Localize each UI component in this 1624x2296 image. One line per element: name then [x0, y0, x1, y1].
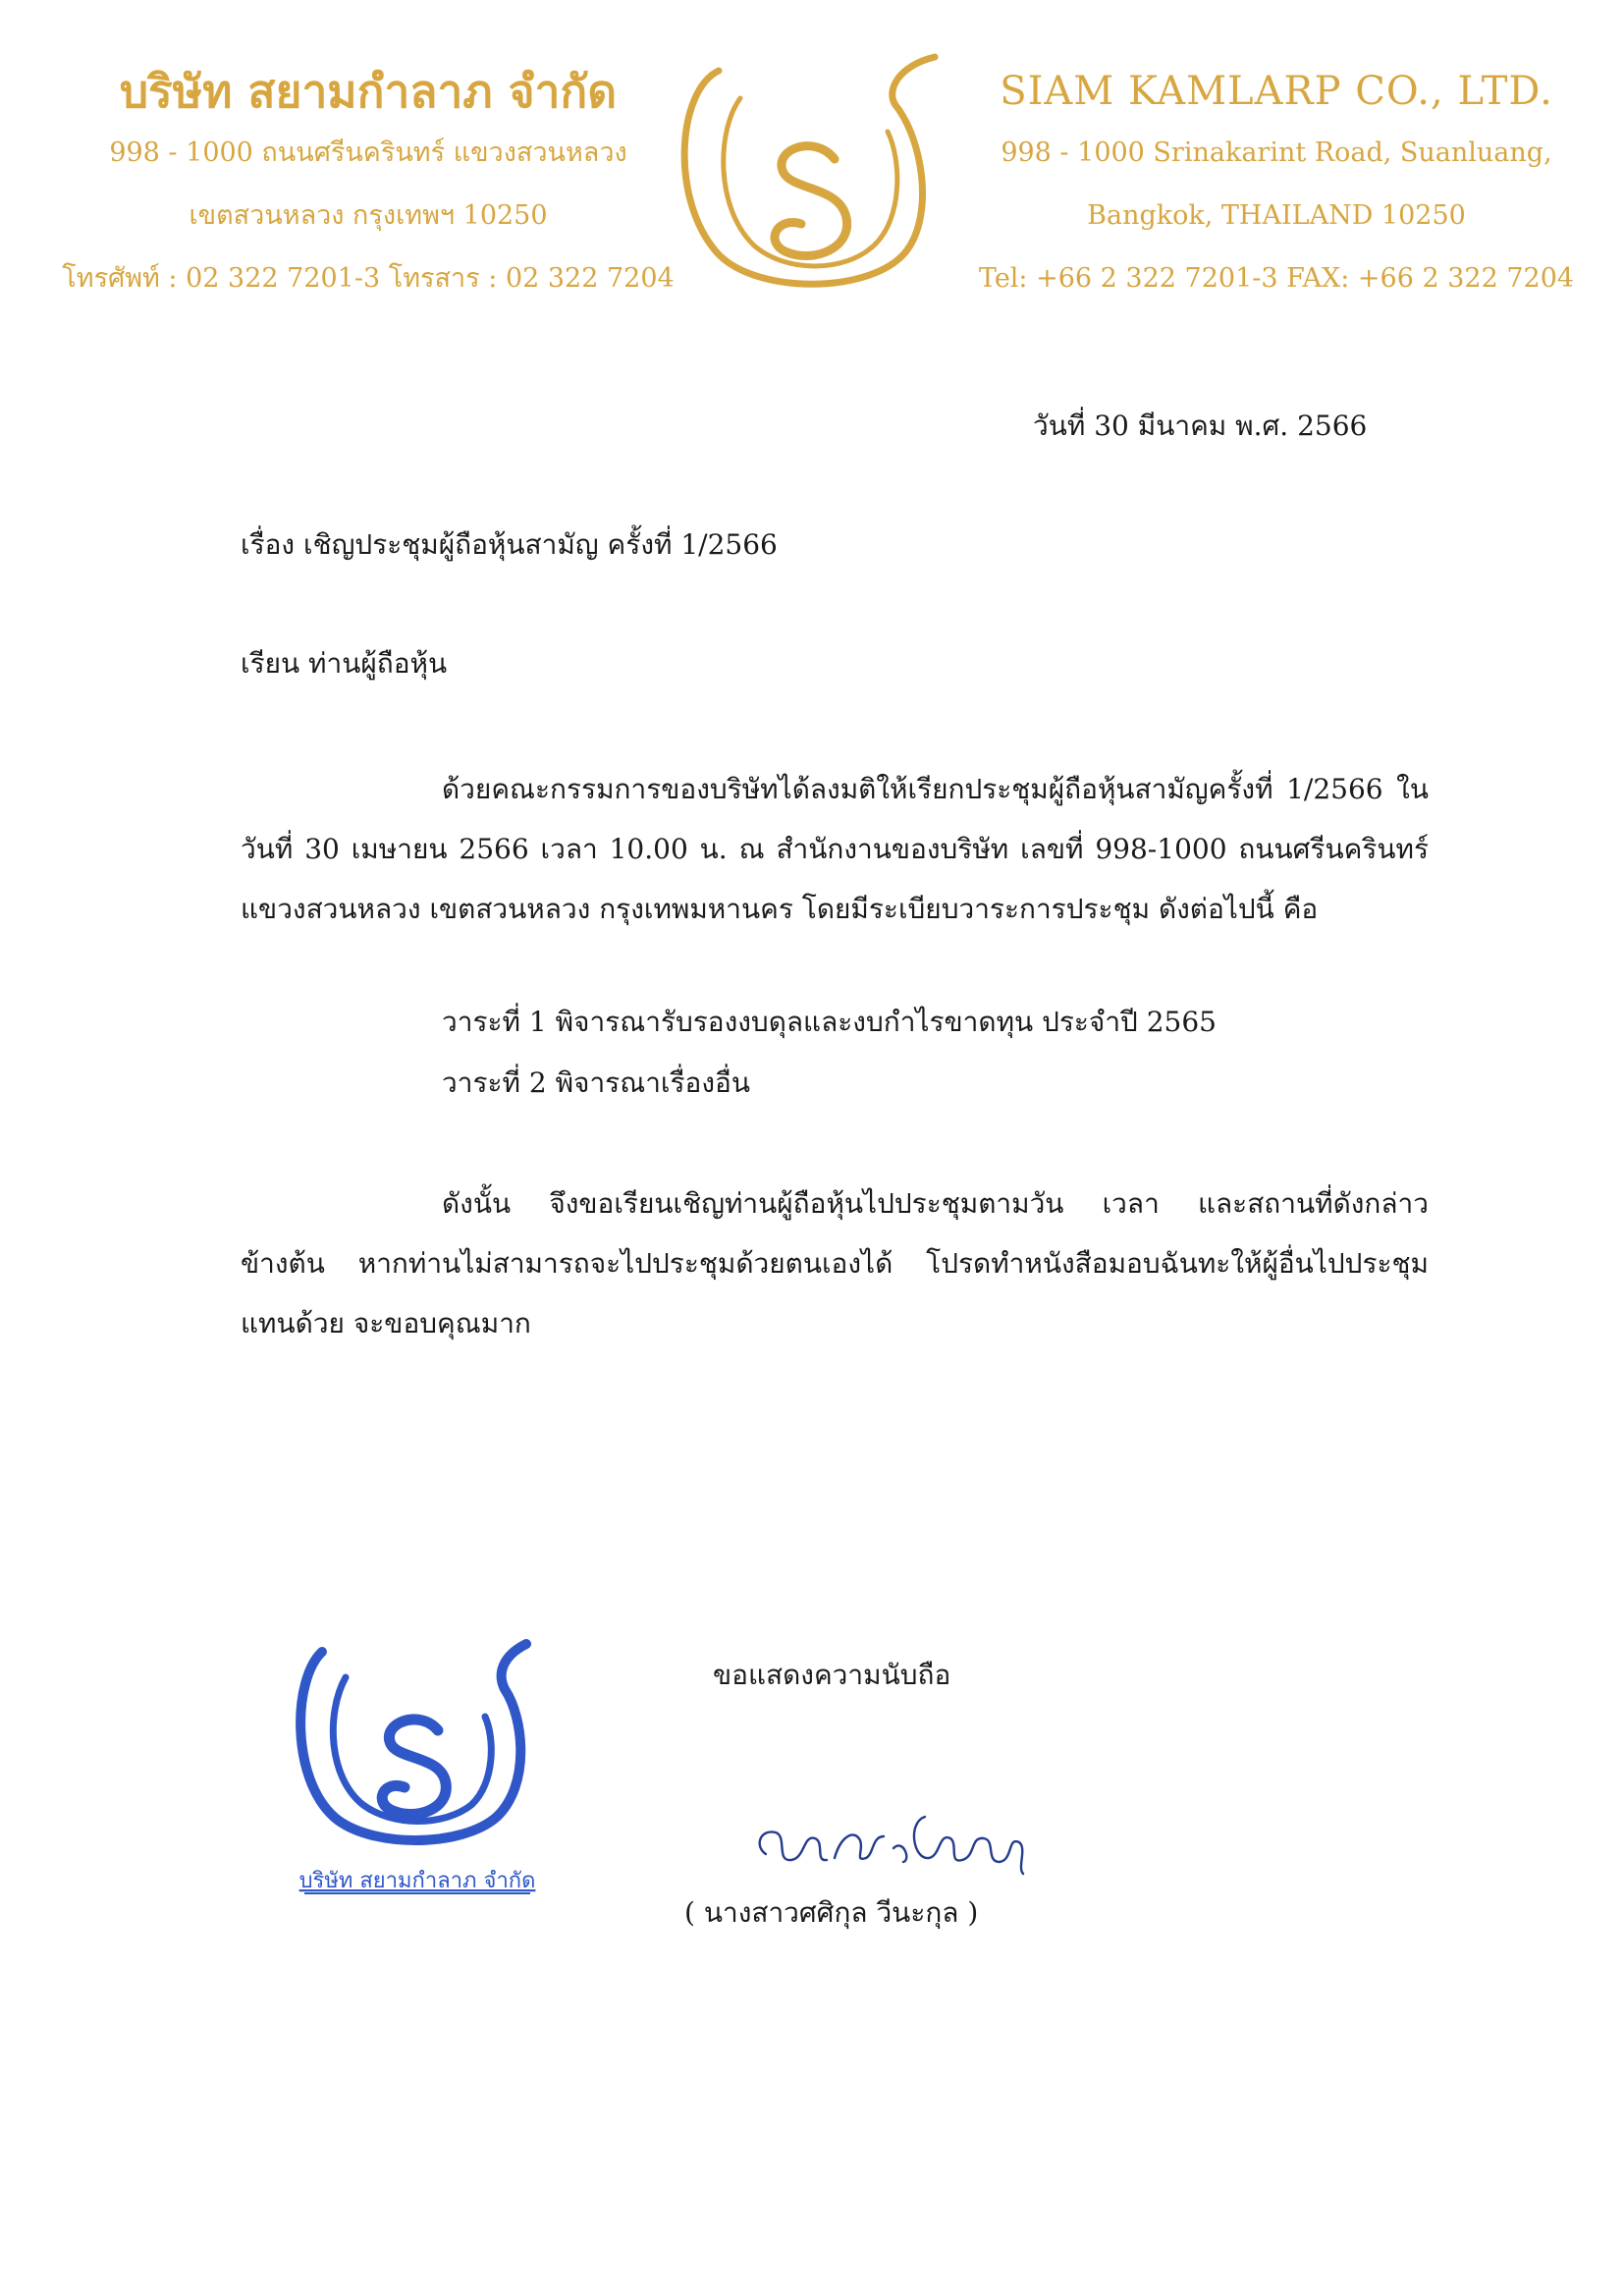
agenda-item: วาระที่ 1 พิจารณารับรองงบดุลและงบกำไรขาดทุน ประจำปี 2565 [442, 1006, 1217, 1038]
company-logo-icon [677, 51, 943, 316]
paragraph-line: ด้วยคณะกรรมการของบริษัทได้ลงมติให้เรียกประชุมผู้ถือหุ้นสามัญครั้งที่ 1/2566 ใน [442, 773, 1429, 805]
body-paragraph-1 [241, 759, 1429, 939]
letterhead-thai [39, 61, 697, 310]
address-en-line2: Bangkok, THAILAND 10250 [1087, 200, 1466, 231]
closing-phrase: ขอแสดงความนับถือ [713, 1659, 951, 1691]
paragraph-line: แขวงสวนหลวง เขตสวนหลวง กรุงเทพมหานคร โดยมีระเบียบวาระการประชุม ดังต่อไปนี้ คือ [241, 893, 1319, 925]
handwritten-signature [746, 1777, 1041, 1886]
stamp-company-name: บริษัท สยามกำลาภ จำกัด [298, 1869, 536, 1893]
body-paragraph-2 [241, 1174, 1429, 1353]
paragraph-line: ดังนั้น จึงขอเรียนเชิญท่านผู้ถือหุ้นไปประชุมตามวัน เวลา และสถานที่ดังกล่าว [442, 1187, 1429, 1220]
letterhead-english [943, 61, 1610, 310]
address-th-line2: เขตสวนหลวง กรุงเทพฯ 10250 [189, 200, 548, 231]
address-th-line1: 998 - 1000 ถนนศรีนครินทร์ แขวงสวนหลวง [109, 137, 627, 168]
letter-subject: เรื่อง เชิญประชุมผู้ถือหุ้นสามัญ ครั้งที่ 1/2566 [241, 528, 778, 561]
phone-th: โทรศัพท์ : 02 322 7201-3 โทรสาร : 02 322 7204 [62, 263, 675, 294]
paragraph-line: ข้างต้น หากท่านไม่สามารถจะไปประชุมด้วยตนเองได้ โปรดทำหนังสือมอบฉันทะให้ผู้อื่นไปประชุม [241, 1247, 1429, 1280]
company-stamp-icon [295, 1630, 540, 1905]
phone-en: Tel: +66 2 322 7201-3 FAX: +66 2 322 7204 [978, 263, 1575, 294]
agenda-item: วาระที่ 2 พิจารณาเรื่องอื่น [442, 1066, 750, 1099]
address-en-line1: 998 - 1000 Srinakarint Road, Suanluang, [1001, 137, 1552, 168]
letter-date: วันที่ 30 มีนาคม พ.ศ. 2566 [1033, 410, 1368, 442]
letter-salutation: เรียน ท่านผู้ถือหุ้น [241, 647, 448, 680]
signer-name: ( นางสาวศศิกุล วีนะกุล ) [684, 1896, 979, 1929]
company-name-th: บริษัท สยามกำลาภ จำกัด [119, 65, 618, 118]
paragraph-line: วันที่ 30 เมษายน 2566 เวลา 10.00 น. ณ สำนักงานของบริษัท เลขที่ 998-1000 ถนนศรีนครินทร์ [241, 833, 1429, 865]
agenda-list [442, 992, 1217, 1114]
company-name-en: SIAM KAMLARP CO., LTD. [1000, 69, 1553, 114]
paragraph-line: แทนด้วย จะขอบคุณมาก [241, 1307, 531, 1339]
